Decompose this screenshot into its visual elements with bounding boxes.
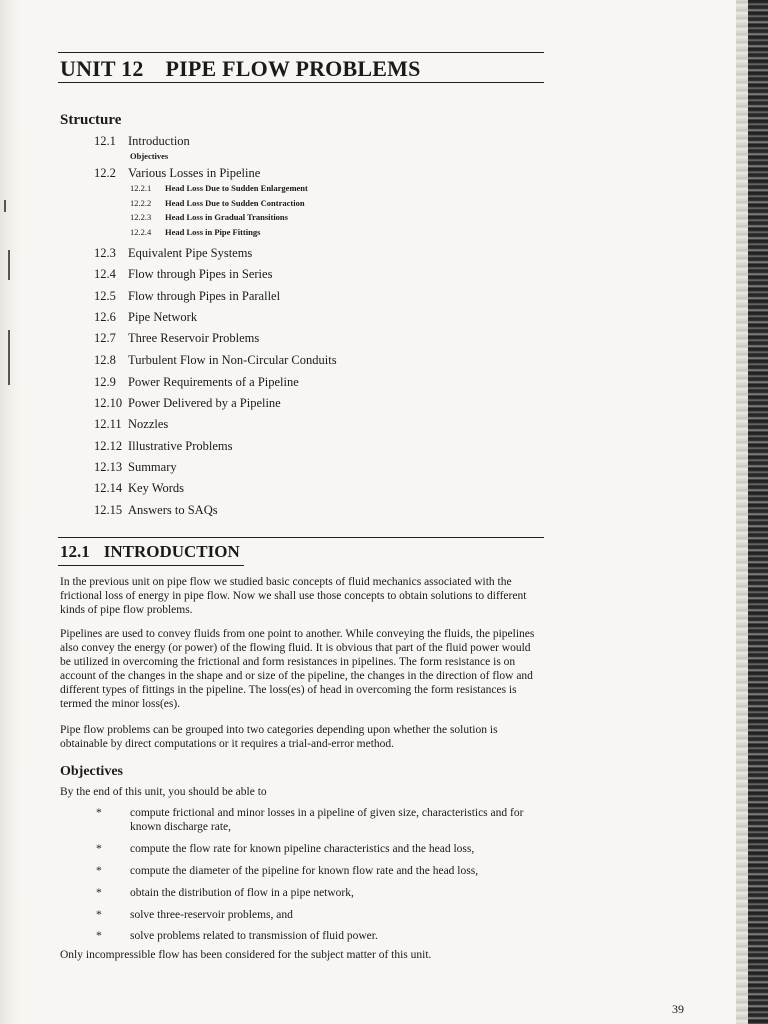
objective-item: solve problems related to transmission of fluid power.	[130, 930, 378, 942]
toc-item: 12.14 Key Words	[94, 481, 185, 495]
intro-under-rule	[58, 565, 244, 566]
toc-item: 12.13 Summary	[94, 460, 177, 474]
toc-item: 12.15 Answers to SAQs	[94, 503, 218, 517]
bullet-marker: *	[96, 807, 102, 819]
unit-label: UNIT 12	[60, 56, 144, 81]
objective-item: compute the flow rate for known pipeline characteristics and the head loss,	[130, 843, 475, 855]
intro-top-rule	[58, 537, 544, 538]
scan-right-edge	[748, 0, 768, 1024]
unit-title: PIPE FLOW PROBLEMS	[165, 56, 421, 81]
bullet-marker: *	[96, 865, 102, 877]
objectives-heading: Objectives	[60, 764, 123, 779]
toc-item: 12.10 Power Delivered by a Pipeline	[94, 396, 281, 410]
toc-item: 12.4 Flow through Pipes in Series	[94, 267, 273, 281]
bullet-marker: *	[96, 930, 102, 942]
toc-item: 12.7 Three Reservoir Problems	[94, 331, 260, 345]
scan-right-shadow	[736, 0, 748, 1024]
objective-item: solve three-reservoir problems, and	[130, 909, 293, 921]
toc-item: 12.2 Various Losses in Pipeline	[94, 166, 261, 180]
objective-item: compute the diameter of the pipeline for known flow rate and the head loss,	[130, 865, 479, 877]
title-top-rule	[58, 52, 544, 53]
bullet-marker: *	[96, 887, 102, 899]
toc-item: 12.8 Turbulent Flow in Non-Circular Conduits	[94, 353, 337, 367]
objectives-closing: Only incompressible flow has been considered for the subject matter of this unit.	[60, 949, 432, 961]
intro-paragraph-1: In the previous unit on pipe flow we studied basic concepts of fluid mechanics associated with the frictional loss of energy in pipe flow. Now we shall use those concepts to obtain solutions to different kinds of pipe flow problems.	[60, 576, 527, 616]
toc-item: 12.3 Equivalent Pipe Systems	[94, 246, 253, 260]
toc-subitem: 12.2.2 Head Loss Due to Sudden Contraction	[130, 198, 305, 208]
objectives-lead: By the end of this unit, you should be able to	[60, 786, 267, 798]
bullet-marker: *	[96, 843, 102, 855]
toc-item: 12.9 Power Requirements of a Pipeline	[94, 375, 299, 389]
objective-item: obtain the distribution of flow in a pipe network,	[130, 887, 354, 899]
intro-paragraph-3: Pipe flow problems can be grouped into two categories depending upon whether the solution is obtainable by direct computations or it requires a trial-and-error method.	[60, 724, 498, 750]
toc-item: 12.12 Illustrative Problems	[94, 439, 233, 453]
structure-heading: Structure	[60, 112, 122, 128]
toc-item: 12.6 Pipe Network	[94, 310, 198, 324]
toc-item: 12.11 Nozzles	[94, 417, 169, 431]
toc-objectives-caption: Objectives	[130, 151, 169, 161]
toc-item: 12.5 Flow through Pipes in Parallel	[94, 289, 281, 303]
intro-heading: 12.1 INTRODUCTION	[60, 542, 240, 561]
toc-subitem: 12.2.3 Head Loss in Gradual Transitions	[130, 212, 288, 222]
intro-paragraph-2: Pipelines are used to convey fluids from one point to another. While conveying the fluids, the pipelines also convey the energy (or power) of the flowing fluid. It is obvious that part of the fluid power would be utilized in overcoming the frictional and form resistances in pipelines. The form resistance is on account of the changes in the shape and or size of the pipeline, the changes in the direction of flow and different types of fittings in the pipeline. The loss(es) of head in overcoming the form resistances is termed the minor loss(es).	[60, 628, 535, 710]
title-bottom-rule	[58, 82, 544, 83]
scan-left-edge	[0, 0, 22, 1024]
bullet-marker: *	[96, 909, 102, 921]
toc-subitem: 12.2.4 Head Loss in Pipe Fittings	[130, 227, 261, 237]
page-title	[60, 56, 421, 82]
toc-subitem: 12.2.1 Head Loss Due to Sudden Enlargement	[130, 183, 308, 193]
objective-item: compute frictional and minor losses in a pipeline of given size, characteristics and for known discharge rate,	[130, 807, 524, 833]
toc-item: 12.1 Introduction	[94, 134, 190, 148]
page-number: 39	[672, 1002, 684, 1016]
